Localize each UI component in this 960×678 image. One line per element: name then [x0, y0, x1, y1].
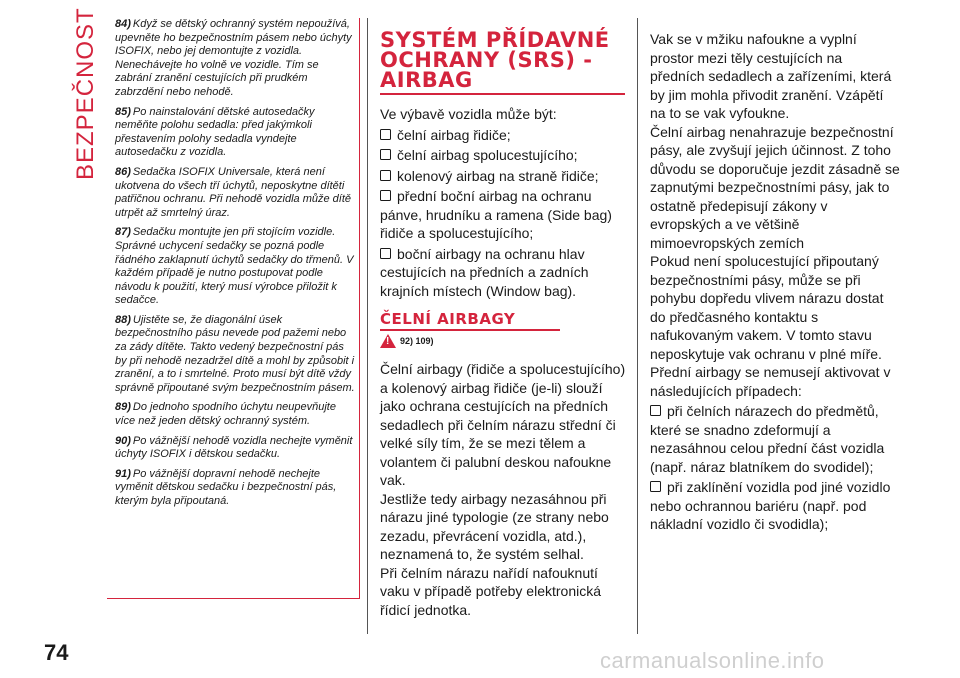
section-title: SYSTÉM PŘÍDAVNÉ OCHRANY (SRS) - AIRBAG [380, 28, 610, 92]
warning-text: Ujistěte se, že diagonální úsek bezpečnostního pásu nevede pod pažemi nebo za zády dítěte. Takto vedený bezpečnostní pás by při nehodě nezadržel dítě a mohl by způsobit i zranění, a to i smrtelné. Proto musí být dítě vždy správně připoutané svým bezpečnostním pásem. [115, 313, 355, 394]
list-item [380, 167, 630, 186]
list-item-text: při zaklínění vozidla pod jiné vozidlo nebo ochrannou bariéru (např. pod nákladní vozidlo či svodidla); [650, 479, 891, 532]
list-item-text: boční airbagy na ochranu hlav cestujících na předních a zadních krajních místech (Window bag). [380, 245, 589, 299]
watermark: carmanualsonline.info [600, 648, 825, 673]
warning-number: 85) [115, 105, 131, 118]
warning-text: Sedačku montujte jen při stojícím vozidle. Správné uchycení sedačky se pozná podle řádného zaklapnutí úchytů sedačky do třmenů. V každém případě je nutno postupovat podle návodu k použití, který musí výrobce přiložit k sedačce. [115, 226, 354, 307]
warning-item [115, 226, 355, 308]
paragraph: Čelní airbagy (řidiče a spolucestujícího) a kolenový airbag řidiče (je-li) slouží jako ochrana cestujících na předních sedadlech při čelním nárazu střední či velké síly tím, že se mezi tělem a volantem či palubní deskou nafoukne vak. [380, 361, 626, 488]
checkbox-bullet-icon [380, 129, 391, 140]
column-divider [367, 18, 368, 634]
list-item-text: čelní airbag spolucestujícího; [397, 147, 578, 163]
warning-text: Když se dětský ochranný systém nepoužívá, upevněte ho bezpečnostním pásem nebo úchyty ISOFIX, nebo jej demontujte z vozidla. Nenechávejte ho volně ve vozidle. Tím se zabrání zranění cestujících při prudkém zabrzdění nebo nehodě. [115, 18, 352, 98]
warning-item [115, 166, 355, 220]
warning-item [115, 18, 355, 100]
list-item [380, 146, 630, 165]
warning-reference [380, 334, 630, 348]
list-item-text: kolenový airbag na straně řidiče; [397, 167, 599, 184]
paragraph: Čelní airbag nenahrazuje bezpečnostní pásy, ale zvyšují jejich účinnost. Z toho důvodu se doporučuje jezdit zásadně se zapnutými bezpečnostními pásy, jak to ostatně předepisují zákony v evropských a ve většině mimoevropských zemích [650, 123, 900, 251]
warning-number: 86) [115, 165, 131, 178]
checkbox-bullet-icon [380, 190, 391, 201]
warning-number: 84) [115, 18, 131, 30]
title-rule [380, 93, 625, 95]
paragraph: Vak se v mžiku nafoukne a vyplní prostor mezi těly cestujících na předních sedadlech a zařízeními, která by jim mohla přivodit zranění. Vzápětí na to se vak vyfoukne. [650, 31, 892, 121]
checkbox-bullet-icon [380, 170, 391, 181]
list-item-text: čelní airbag řidiče; [397, 126, 511, 143]
list-item [380, 245, 630, 301]
list-item [650, 402, 900, 476]
warning-text: Po nainstalování dětské autosedačky neměňte polohu sedadla: před jakýmkoli přestavením polohy sedadla vyndejte autosedačku z vozidla. [115, 105, 315, 159]
warning-text: Po vážnější dopravní nehodě nechejte vyměnit dětskou sedačku i bezpečnostní pás, kterým byla připoutaná. [115, 467, 337, 507]
subsection-title: ČELNÍ AIRBAGY [380, 310, 516, 328]
warnings-column [107, 18, 360, 599]
airbag-section [380, 30, 630, 619]
section-tab [50, 7, 99, 180]
list-item [380, 126, 630, 145]
warning-triangle-icon: ! [380, 334, 396, 348]
warning-text: Po vážnější nehodě vozidla nechejte vyměnit úchyty ISOFIX i dětskou sedačku. [115, 434, 353, 461]
warning-number: 89) [115, 401, 131, 414]
paragraph: Jestliže tedy airbagy nezasáhnou při nárazu jiné typologie (ze strany nebo zezadu, převrácení vozidla, atd.), neznamená to, že systém selhal. [380, 490, 609, 562]
paragraph: Při čelním nárazu nařídí nafouknutí vaku v případě potřeby elektronická řídicí jednotka. [380, 564, 602, 618]
column-divider [637, 18, 638, 634]
paragraph: Přední airbagy se nemusejí aktivovat v následujících případech: [650, 364, 891, 399]
warning-item [115, 468, 355, 509]
list-item-text: přední boční airbag na ochranu pánve, hrudníku a ramena (Side bag) řidiče a spolucestujícího; [380, 188, 612, 241]
reference-numbers: 92) 109) [400, 336, 434, 346]
checkbox-bullet-icon [380, 248, 391, 259]
warning-text: Do jednoho spodního úchytu neupevňujte více než jeden dětský ochranný systém. [115, 401, 336, 428]
checkbox-bullet-icon [380, 149, 391, 160]
warning-number: 87) [115, 226, 131, 239]
warning-item [115, 106, 355, 160]
airbag-continued [650, 30, 900, 534]
warning-item [115, 314, 355, 396]
warning-number: 88) [115, 313, 131, 326]
warning-item [115, 435, 355, 462]
paragraph: Pokud není spolucestující připoutaný bezpečnostními pásy, může se při pohybu dopředu vlivem nárazu dostat do předčasného kontaktu s nafukovaným vakem. V tomto stavu neposkytuje vak ochranu v plné míře. [650, 253, 884, 362]
warning-number: 90) [115, 434, 131, 447]
checkbox-bullet-icon [650, 405, 661, 416]
list-item [380, 187, 630, 243]
page-number: 74 [44, 640, 69, 665]
warning-number: 91) [115, 467, 131, 480]
subtitle-rule [380, 329, 560, 331]
warning-item [115, 401, 355, 428]
warning-text: Sedačka ISOFIX Universale, která není ukotvena do všech tří úchytů, neposkytne dítěti patřičnou ochranu. Při nehodě vozidla může dítě utrpět až smrtelný úraz. [115, 165, 352, 219]
intro-text: Ve výbavě vozidla může být: [380, 106, 557, 122]
list-item-text: při čelních nárazech do předmětů, které se snadno zdeformují a nezasáhnou celou přední část vozidla (např. náraz blatníkem do svodidel); [650, 403, 885, 475]
list-item [650, 478, 900, 534]
section-tab-label: BEZPEČNOST [72, 7, 99, 180]
checkbox-bullet-icon [650, 481, 661, 492]
